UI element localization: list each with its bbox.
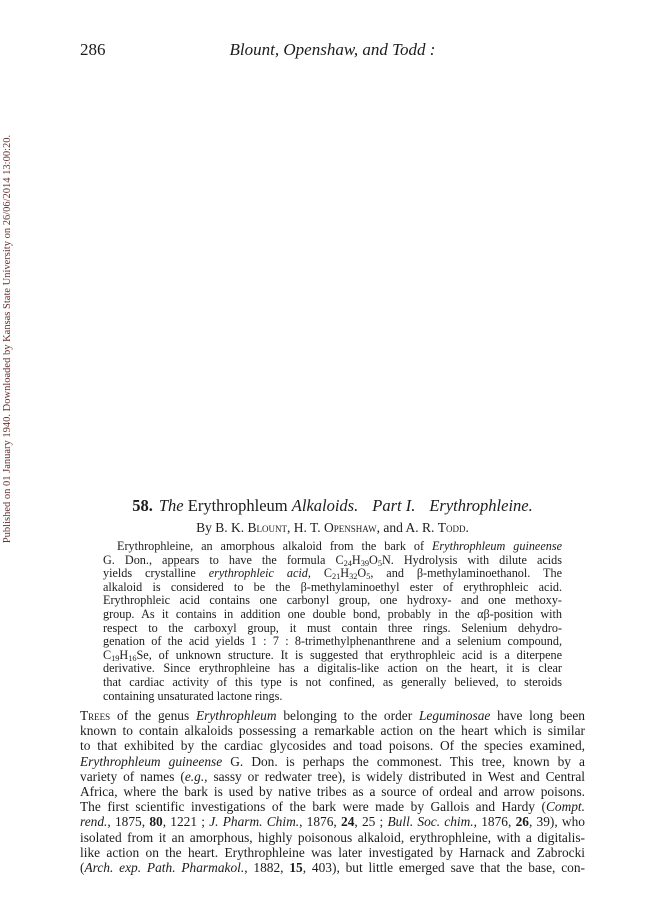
body-line: Erythrophleum guineense G. Don. is perhaps the commonest. This tree, known by a bbox=[80, 753, 585, 769]
body-line: rend., 1875, 80, 1221 ; J. Pharm. Chim., 1876, 24, 25 ; Bull. Soc. chim., 1876, 26, 39), who bbox=[80, 814, 585, 830]
abstract-line: $C_{19}H_{16}Se$, of unknown structure. It is suggested that erythrophleic acid is a diterpene bbox=[103, 647, 562, 663]
body-line: isolated from it an amorphous, highly poisonous alkaloid, erythrophleine, with a digitalis- bbox=[80, 829, 585, 845]
body-line: variety of names (e.g., sassy or redwater tree), is widely distributed in West and Central bbox=[80, 768, 585, 784]
body-line: like action on the heart. Erythrophleine was later investigated by Harnack and Zabrocki bbox=[80, 844, 585, 860]
abstract-line: derivative. Since erythrophleine has a digitalis-like action on the heart, it is clear bbox=[103, 661, 562, 676]
author-2-name: Openshaw bbox=[324, 520, 377, 535]
abstract-line: G. Don., appears to have the formula $C_{24}H_{39}O_5N$. Hydrolysis with dilute acids bbox=[103, 552, 563, 568]
publication-notice: Published on 01 January 1940. Downloaded by Kansas State University on 26/06/2014 13:00:20. bbox=[2, 134, 13, 544]
article-number: 58. bbox=[132, 496, 153, 515]
body-line: Africa, where the bark is used by native tribes as a source of ordeal and arrow poisons. bbox=[80, 784, 585, 800]
title-word-the: The bbox=[158, 496, 184, 515]
abstract-line: group. As it contains in addition one double bond, probably in the αβ-position with bbox=[103, 606, 562, 621]
abstract-line: that cardiac activity of this type is not confined, as generally believed, to steroids bbox=[103, 674, 562, 689]
author-1-initials: B. K. bbox=[215, 520, 245, 535]
body-line: Trees of the genus Erythrophleum belonging to the order Leguminosae have long been bbox=[80, 708, 585, 723]
body-line: (Arch. exp. Path. Pharmakol., 1882, 15, 403), but little emerged save that the base, con- bbox=[80, 860, 585, 876]
byline-by: By bbox=[196, 520, 212, 535]
abstract bbox=[103, 540, 562, 703]
author-2-initials: H. T. bbox=[293, 520, 321, 535]
body-line: The first scientific investigations of the bark were made by Gallois and Hardy (Compt. bbox=[80, 799, 585, 815]
author-3-name: Todd bbox=[437, 520, 466, 535]
author-1-name: Blount bbox=[247, 520, 288, 535]
page-number: 286 bbox=[80, 40, 106, 59]
abstract-line: genation of the acid yields 1 : 7 : 8-trimethylphenanthrene and a selenium compound, bbox=[103, 634, 562, 649]
abstract-line: containing unsaturated lactone rings. bbox=[103, 688, 283, 703]
body-line: to that exhibited by the cardiac glycosides and toad poisons. Of the species examined, bbox=[80, 738, 585, 754]
author-3-initials: A. R. bbox=[405, 520, 435, 535]
body-text bbox=[80, 708, 585, 875]
article-title bbox=[80, 496, 585, 516]
title-alkaloids: Alkaloids. bbox=[291, 496, 359, 515]
abstract-line: respect to the carboxyl group, it must contain three rings. Selenium dehydro- bbox=[103, 620, 562, 635]
title-part: Part I. bbox=[372, 496, 416, 515]
abstract-line: alkaloid is considered to be the β-methylaminoethyl ester of erythrophleic acid. bbox=[103, 579, 562, 594]
abstract-line: Erythrophleine, an amorphous alkaloid from the bark of Erythrophleum guineense bbox=[117, 539, 562, 553]
title-genus: Erythrophleum bbox=[187, 496, 288, 515]
byline: By B. K. Blount, H. T. Openshaw, and A. R. Todd. bbox=[196, 520, 469, 535]
side-note bbox=[2, 98, 14, 580]
abstract-line: Erythrophleic acid contains one carbonyl group, one hydroxy- and one methoxy- bbox=[103, 593, 562, 608]
running-head: Blount, Openshaw, and Todd : bbox=[229, 40, 436, 59]
body-line: known to contain alkaloids possessing a remarkable action on the heart which is similar bbox=[80, 723, 585, 739]
title-subject: Erythrophleine. bbox=[429, 496, 533, 515]
abstract-line: yields crystalline erythrophleic acid, $C_{21}H_{32}O_5$, and β-methylaminoethanol. The bbox=[103, 566, 562, 582]
